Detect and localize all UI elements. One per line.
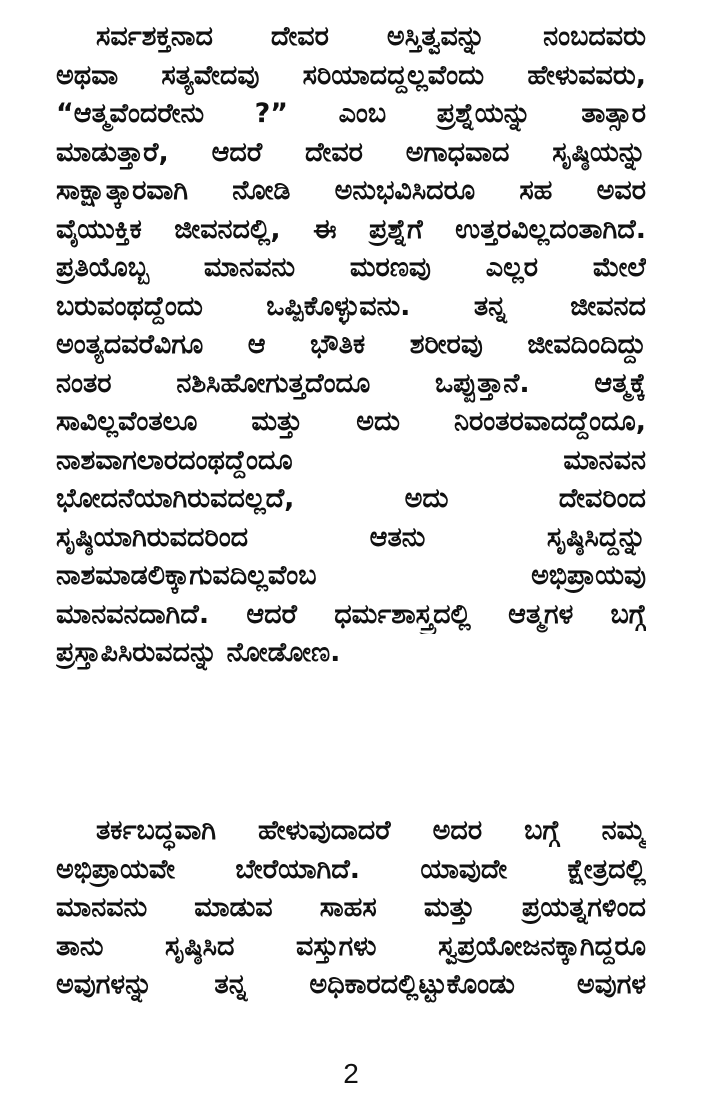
text-line: ಮಾನವನದಾಗಿದೆ. ಆದರೆ ಧರ್ಮಶಾಸ್ತ್ರದಲ್ಲಿ ಆತ್ಮಗಳ ಬಗ್ಗೆ xyxy=(56,598,646,630)
text-line: ತಾನು ಸೃಷ್ಠಿಸಿದ ವಸ್ತುಗಳು ಸ್ವಪ್ರಯೋಜನಕ್ಕಾಗಿದ್ದರೂ xyxy=(56,930,646,962)
text-line: ಮಾಡುತ್ತಾರೆ, ಆದರೆ ದೇವರ ಅಗಾಧವಾದ ಸೃಷ್ಠಿಯನ್ನು xyxy=(56,136,646,168)
text-line: ಪ್ರಸ್ತಾಪಿಸಿರುವದನ್ನು ನೋಡೋಣ. xyxy=(56,637,341,668)
text-line: ಸಾಕ್ಷಾತ್ಕಾರವಾಗಿ ನೋಡಿ ಅನುಭವಿಸಿದರೂ ಸಹ ಅವರ xyxy=(56,175,646,206)
text-line: ನಾಶಮಾಡಲಿಕ್ಕಾಗುವದಿಲ್ಲವೆಂಬ ಅಭಿಪ್ರಾಯವು xyxy=(56,560,646,591)
text-line: ವೈಯುಕ್ತಿಕ ಜೀವನದಲ್ಲಿ, ಈ ಪ್ರಶ್ನೆಗೆ ಉತ್ತರವಿಲ್ಲದಂತಾಗಿದೆ. xyxy=(56,213,646,245)
text-line: ಸೃಷ್ಠಿಯಾಗಿರುವದರಿಂದ ಆತನು ಸೃಷ್ಠಿಸಿದ್ದನ್ನು xyxy=(56,521,646,553)
page-number: 2 xyxy=(343,1058,359,1089)
text-line: ನಾಶವಾಗಲಾರದಂಥದ್ದೆಂದೂ ಮಾನವನ xyxy=(56,444,646,476)
text-line: “ಆತ್ಮವೆಂದರೇನು ?” ಎಂಬ ಪ್ರಶ್ನೆಯನ್ನು ತಾತ್ಸಾರ xyxy=(56,98,646,129)
text-line: ಮಾನವನು ಮಾಡುವ ಸಾಹಸ ಮತ್ತು ಪ್ರಯತ್ನಗಳಿಂದ xyxy=(56,892,646,923)
paragraph-1 xyxy=(56,18,646,673)
text-line: ನಂತರ ನಶಿಸಿಹೋಗುತ್ತದೆಂದೂ ಒಪ್ಪುತ್ತಾನೆ. ಆತ್ಮಕ್ಕೆ xyxy=(56,367,646,399)
text-line: ಸಾವಿಲ್ಲವೆಂತಲೂ ಮತ್ತು ಅದು ನಿರಂತರವಾದದ್ದೆಂದೂ, xyxy=(56,406,646,437)
text-line: ಅಂತ್ಯದವರೆವಿಗೂ ಆ ಭೌತಿಕ ಶರೀರವು ಜೀವದಿಂದಿದ್ದು xyxy=(56,329,646,360)
paragraph-2 xyxy=(56,812,646,1005)
text-line: ಅವುಗಳನ್ನು ತನ್ನ ಅಧಿಕಾರದಲ್ಲಿಟ್ಟುಕೊಂಡು ಅವುಗಳ xyxy=(56,969,646,1000)
text-line: ಅಥವಾ ಸತ್ಯವೇದವು ಸರಿಯಾದದ್ದಲ್ಲವೆಂದು ಹೇಳುವವರು, xyxy=(56,59,646,91)
text-line: ಭೋದನೆಯಾಗಿರುವದಲ್ಲದೆ, ಅದು ದೇವರಿಂದ xyxy=(56,483,646,514)
text-line: ಸರ್ವಶಕ್ತನಾದ ದೇವರ ಅಸ್ತಿತ್ವವನ್ನು ನಂಬದವರು xyxy=(96,21,646,52)
text-line: ಅಭಿಪ್ರಾಯವೇ ಬೇರೆಯಾಗಿದೆ. ಯಾವುದೇ ಕ್ಷೇತ್ರದಲ್ಲಿ xyxy=(56,853,646,885)
text-line: ತರ್ಕಬದ್ಧವಾಗಿ ಹೇಳುವುದಾದರೆ ಅದರ ಬಗ್ಗೆ ನಮ್ಮ xyxy=(96,815,646,846)
text-line: ಬರುವಂಥದ್ದೆಂದು ಒಪ್ಪಿಕೊಳ್ಳುವನು. ತನ್ನ ಜೀವನದ xyxy=(56,290,646,322)
text-line: ಪ್ರತಿಯೊಬ್ಬ ಮಾನವನು ಮರಣವು ಎಲ್ಲರ ಮೇಲೆ xyxy=(56,252,646,283)
